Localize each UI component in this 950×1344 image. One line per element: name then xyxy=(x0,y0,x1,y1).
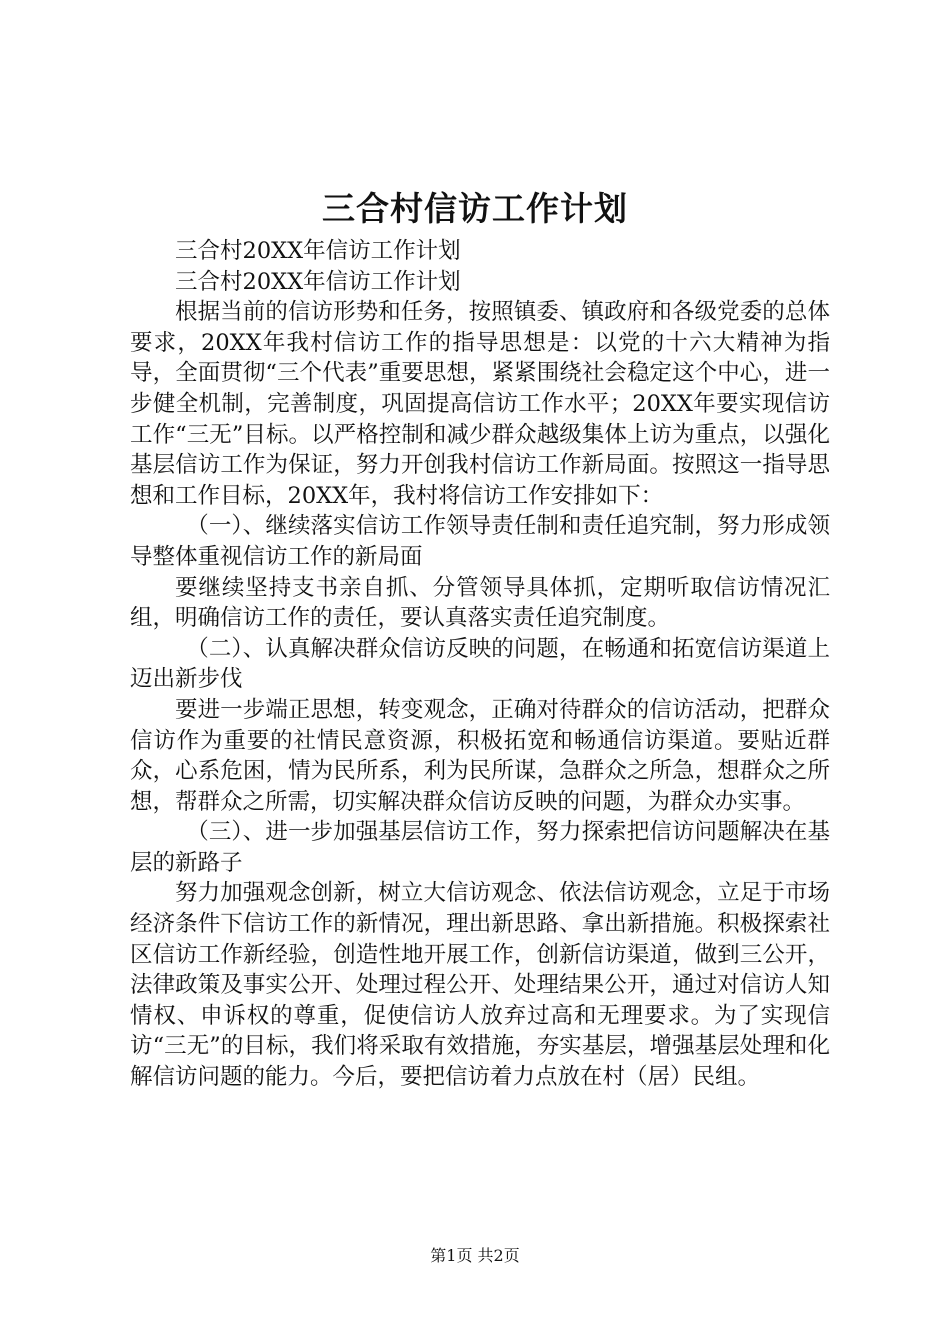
section-heading: （一）、继续落实信访工作领导责任制和责任追究制，努力形成领导整体重视信访工作的新局面 xyxy=(130,513,830,570)
document-title: 三合村信访工作计划 xyxy=(322,189,628,228)
body-paragraph: 要进一步端正思想，转变观念，正确对待群众的信访活动，把群众信访作为重要的社情民意资源，积极拓宽和畅通信访渠道。要贴近群众，心系危困，情为民所系，利为民所谋，急群众之所急，想群众之所想，帮群众之所需，切实解决群众信访反映的问题，为群众办实事。 xyxy=(130,696,830,815)
section-heading: （二）、认真解决群众信访反映的问题，在畅通和拓宽信访渠道上迈出新步伐 xyxy=(130,635,830,693)
subtitle-line: 三合村20XX年信访工作计划 xyxy=(175,238,461,264)
body-paragraph: 根据当前的信访形势和任务，按照镇委、镇政府和各级党委的总体要求，20XX年我村信访工作的指导思想是：以党的十六大精神为指导，全面贯彻“三个代表”重要思想，紧紧围绕社会稳定这个中心，进一步健全机制，完善制度，巩固提高信访工作水平；20XX年要实现信访工作“三无”目标。以严格控制和减少群众越级集体上访为重点，以强化基层信访工作为保证，努力开创我村信访工作新局面。按照这一指导思想和工作目标，20XX年，我村将信访工作安排如下： xyxy=(130,299,830,509)
page-number-footer: 第1页 共2页 xyxy=(430,1246,520,1265)
subtitle-line: 三合村20XX年信访工作计划 xyxy=(175,268,461,295)
section-heading: （三）、进一步加强基层信访工作，努力探索把信访问题解决在基层的新路子 xyxy=(130,819,830,876)
document-body xyxy=(130,236,830,1093)
body-paragraph: 努力加强观念创新，树立大信访观念、依法信访观念，立足于市场经济条件下信访工作的新情况，理出新思路、拿出新措施。积极探索社区信访工作新经验，创造性地开展工作，创新信访渠道，做到三公开，法律政策及事实公开、处理过程公开、处理结果公开，通过对信访人知情权、申诉权的尊重，促使信访人放弃过高和无理要求。为了实现信访“三无”的目标，我们将采取有效措施，夯实基层，增强基层处理和化解信访问题的能力。今后，要把信访着力点放在村（居）民组。 xyxy=(130,880,830,1091)
body-paragraph: 要继续坚持支书亲自抓、分管领导具体抓，定期听取信访情况汇组，明确信访工作的责任，要认真落实责任追究制度。 xyxy=(130,574,830,632)
